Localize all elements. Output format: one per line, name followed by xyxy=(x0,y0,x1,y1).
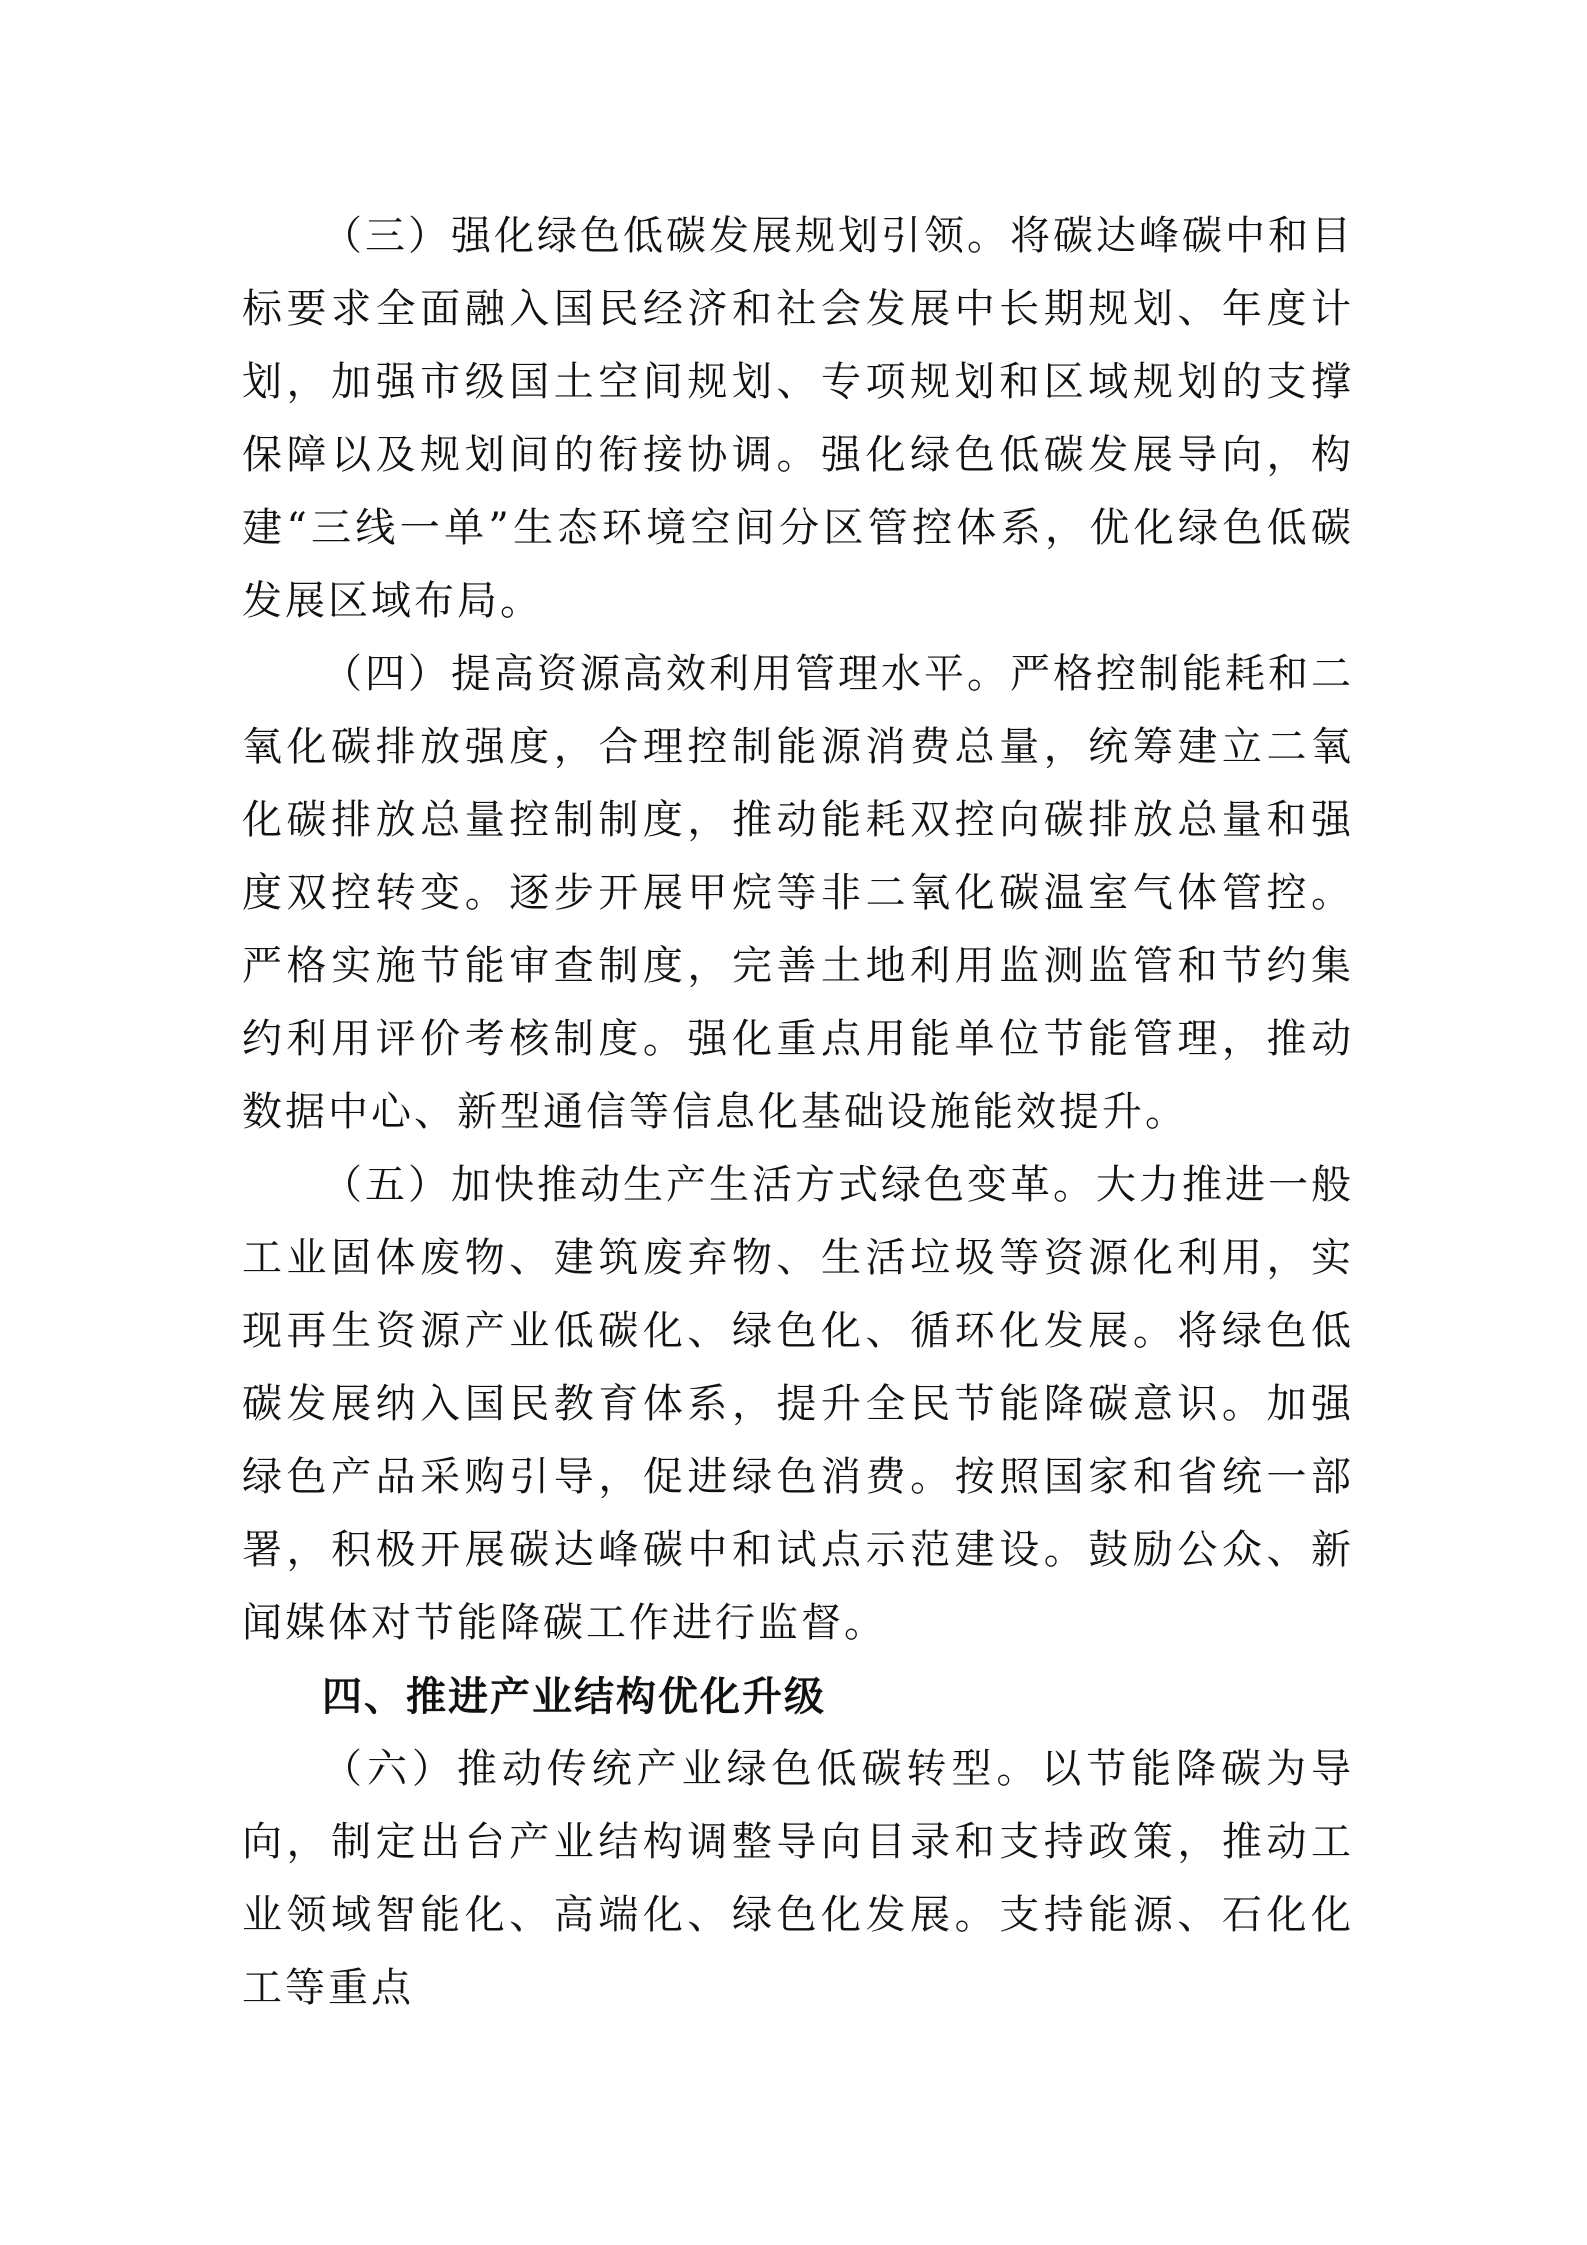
document-page xyxy=(242,200,1354,2025)
section-heading-industry-upgrade: 四、推进产业结构优化升级 xyxy=(322,1673,826,1720)
paragraph-planning-guidance: （三）强化绿色低碳发展规划引领。将碳达峰碳中和目标要求全面融入国民经济和社会发展中长期规划、年度计划，加强市级国土空间规划、专项规划和区域规划的支撑保障以及规划间的衔接协调。强化绿色低碳发展导向，构建“三线一单”生态环境空间分区管控体系，优化绿色低碳发展区域布局。 xyxy=(242,213,1354,624)
paragraph-green-lifestyle: （五）加快推动生产生活方式绿色变革。大力推进一般工业固体废物、建筑废弃物、生活垃圾等资源化利用，实现再生资源产业低碳化、绿色化、循环化发展。将绿色低碳发展纳入国民教育体系，提升全民节能降碳意识。加强绿色产品采购引导，促进绿色消费。按照国家和省统一部署，积极开展碳达峰碳中和试点示范建设。鼓励公众、新闻媒体对节能降碳工作进行监督。 xyxy=(242,1162,1354,1646)
paragraph-resource-efficiency: （四）提高资源高效利用管理水平。严格控制能耗和二氧化碳排放强度，合理控制能源消费总量，统筹建立二氧化碳排放总量控制制度，推动能耗双控向碳排放总量和强度双控转变。逐步开展甲烷等非二氧化碳温室气体管控。严格实施节能审查制度，完善土地利用监测监管和节约集约利用评价考核制度。强化重点用能单位节能管理，推动数据中心、新型通信等信息化基础设施能效提升。 xyxy=(242,651,1354,1135)
paragraph-traditional-industry: （六）推动传统产业绿色低碳转型。以节能降碳为导向，制定出台产业结构调整导向目录和支持政策，推动工业领域智能化、高端化、绿色化发展。支持能源、石化化工等重点 xyxy=(242,1746,1354,2011)
